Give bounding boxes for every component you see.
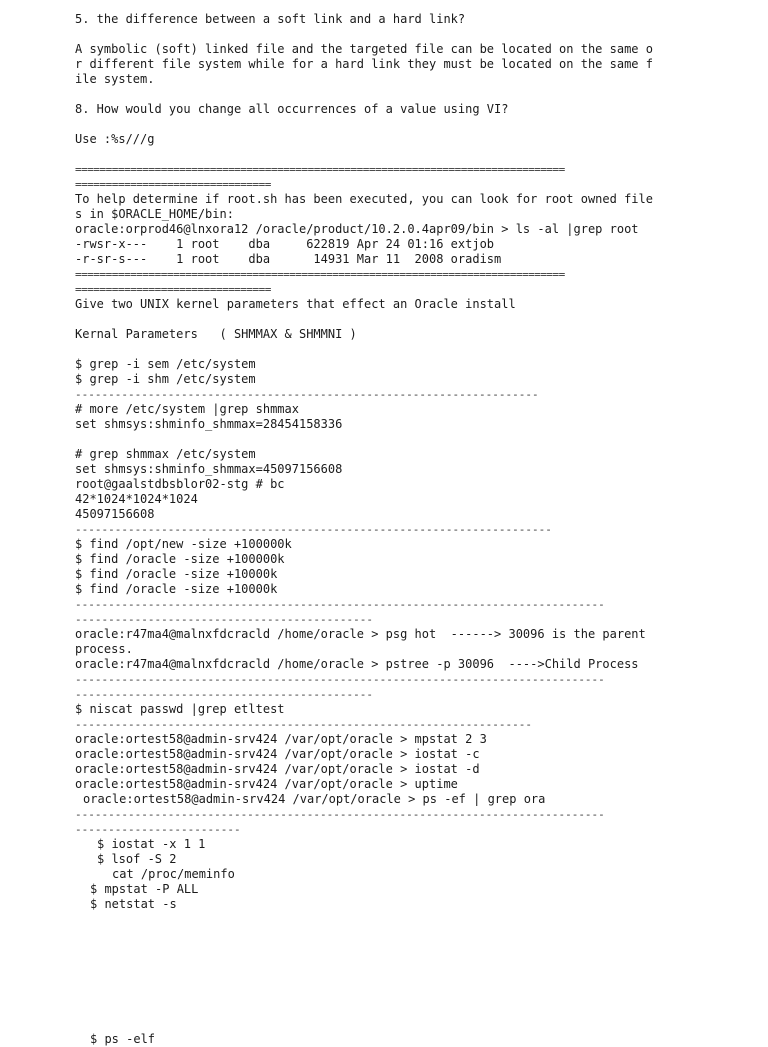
command-line: $ niscat passwd |grep etltest [75, 702, 285, 716]
separator-line: -------------------------------------------------------------------------------- [75, 808, 605, 821]
separator-line: ---------------------------------------------------------------------- [75, 388, 539, 401]
question-line: Give two UNIX kernel parameters that effect an Oracle install [75, 297, 516, 311]
command-line: oracle:ortest58@admin-srv424 /var/opt/oracle > mpstat 2 3 [75, 732, 487, 746]
answer-line: r different file system while for a hard link they must be located on the same f [75, 57, 653, 71]
command-line: $ ps -elf [90, 1032, 156, 1046]
command-line: # more /etc/system |grep shmmax [75, 402, 299, 416]
output-line: 45097156608 [75, 507, 155, 521]
command-line: $ find /oracle -size +100000k [75, 552, 285, 566]
document-body [75, 12, 715, 1047]
answer-line: Kernal Parameters ( SHMMAX & SHMMNI ) [75, 327, 357, 341]
command-line: root@gaalstdbsblor02-stg # bc [75, 477, 285, 491]
command-line: $ lsof -S 2 [97, 852, 177, 866]
output-line: 42*1024*1024*1024 [75, 492, 198, 506]
command-line: oracle:ortest58@admin-srv424 /var/opt/oracle > iostat -d [75, 762, 480, 776]
separator-line: ================================ [75, 283, 271, 296]
text-line: s in $ORACLE_HOME/bin: [75, 207, 234, 221]
separator-line: ================================ [75, 178, 271, 191]
separator-line: ------------------------- [75, 823, 241, 836]
separator-line: ================================================================================ [75, 268, 565, 281]
output-line: -rwsr-x--- 1 root dba 622819 Apr 24 01:16 extjob [75, 237, 495, 251]
question-8-title: 8. How would you change all occurrences of a value using VI? [75, 102, 509, 116]
command-line: $ find /oracle -size +10000k [75, 567, 278, 581]
command-line: $ mpstat -P ALL [90, 882, 199, 896]
text-line: process. [75, 642, 133, 656]
command-line: oracle:ortest58@admin-srv424 /var/opt/oracle > iostat -c [75, 747, 480, 761]
separator-line: --------------------------------------------------------------------- [75, 718, 532, 731]
output-line: -r-sr-s--- 1 root dba 14931 Mar 11 2008 oradism [75, 252, 502, 266]
command-line: $ find /oracle -size +10000k [75, 582, 278, 596]
separator-line: -------------------------------------------------------------------------------- [75, 673, 605, 686]
command-line: $ iostat -x 1 1 [97, 837, 206, 851]
command-line: oracle:r47ma4@malnxfdcracld /home/oracle > pstree -p 30096 ---->Child Process [75, 657, 639, 671]
answer-line: ile system. [75, 72, 155, 86]
answer-line: A symbolic (soft) linked file and the targeted file can be located on the same o [75, 42, 653, 56]
command-line: cat /proc/meminfo [112, 867, 235, 881]
separator-line: --------------------------------------------- [75, 688, 374, 701]
answer-line: Use :%s///g [75, 132, 155, 146]
text-line: To help determine if root.sh has been executed, you can look for root owned file [75, 192, 653, 206]
output-line: set shmsys:shminfo_shmmax=28454158336 [75, 417, 343, 431]
command-line: oracle:orprod46@lnxora12 /oracle/product/10.2.0.4apr09/bin > ls -al |grep root [75, 222, 639, 236]
command-line: $ grep -i sem /etc/system [75, 357, 256, 371]
separator-line: ------------------------------------------------------------------------ [75, 523, 552, 536]
command-line: oracle:ortest58@admin-srv424 /var/opt/oracle > uptime [75, 777, 458, 791]
question-5-title: 5. the difference between a soft link and a hard link? [75, 12, 466, 26]
command-line: $ find /opt/new -size +100000k [75, 537, 292, 551]
command-line: $ netstat -s [90, 897, 177, 911]
output-line: set shmsys:shminfo_shmmax=45097156608 [75, 462, 343, 476]
separator-line: ================================================================================ [75, 163, 565, 176]
separator-line: --------------------------------------------- [75, 613, 374, 626]
command-line: $ grep -i shm /etc/system [75, 372, 256, 386]
command-line: oracle:ortest58@admin-srv424 /var/opt/oracle > ps -ef | grep ora [83, 792, 546, 806]
command-line: oracle:r47ma4@malnxfdcracld /home/oracle > psg hot ------> 30096 is the parent [75, 627, 646, 641]
separator-line: -------------------------------------------------------------------------------- [75, 598, 605, 611]
command-line: # grep shmmax /etc/system [75, 447, 256, 461]
